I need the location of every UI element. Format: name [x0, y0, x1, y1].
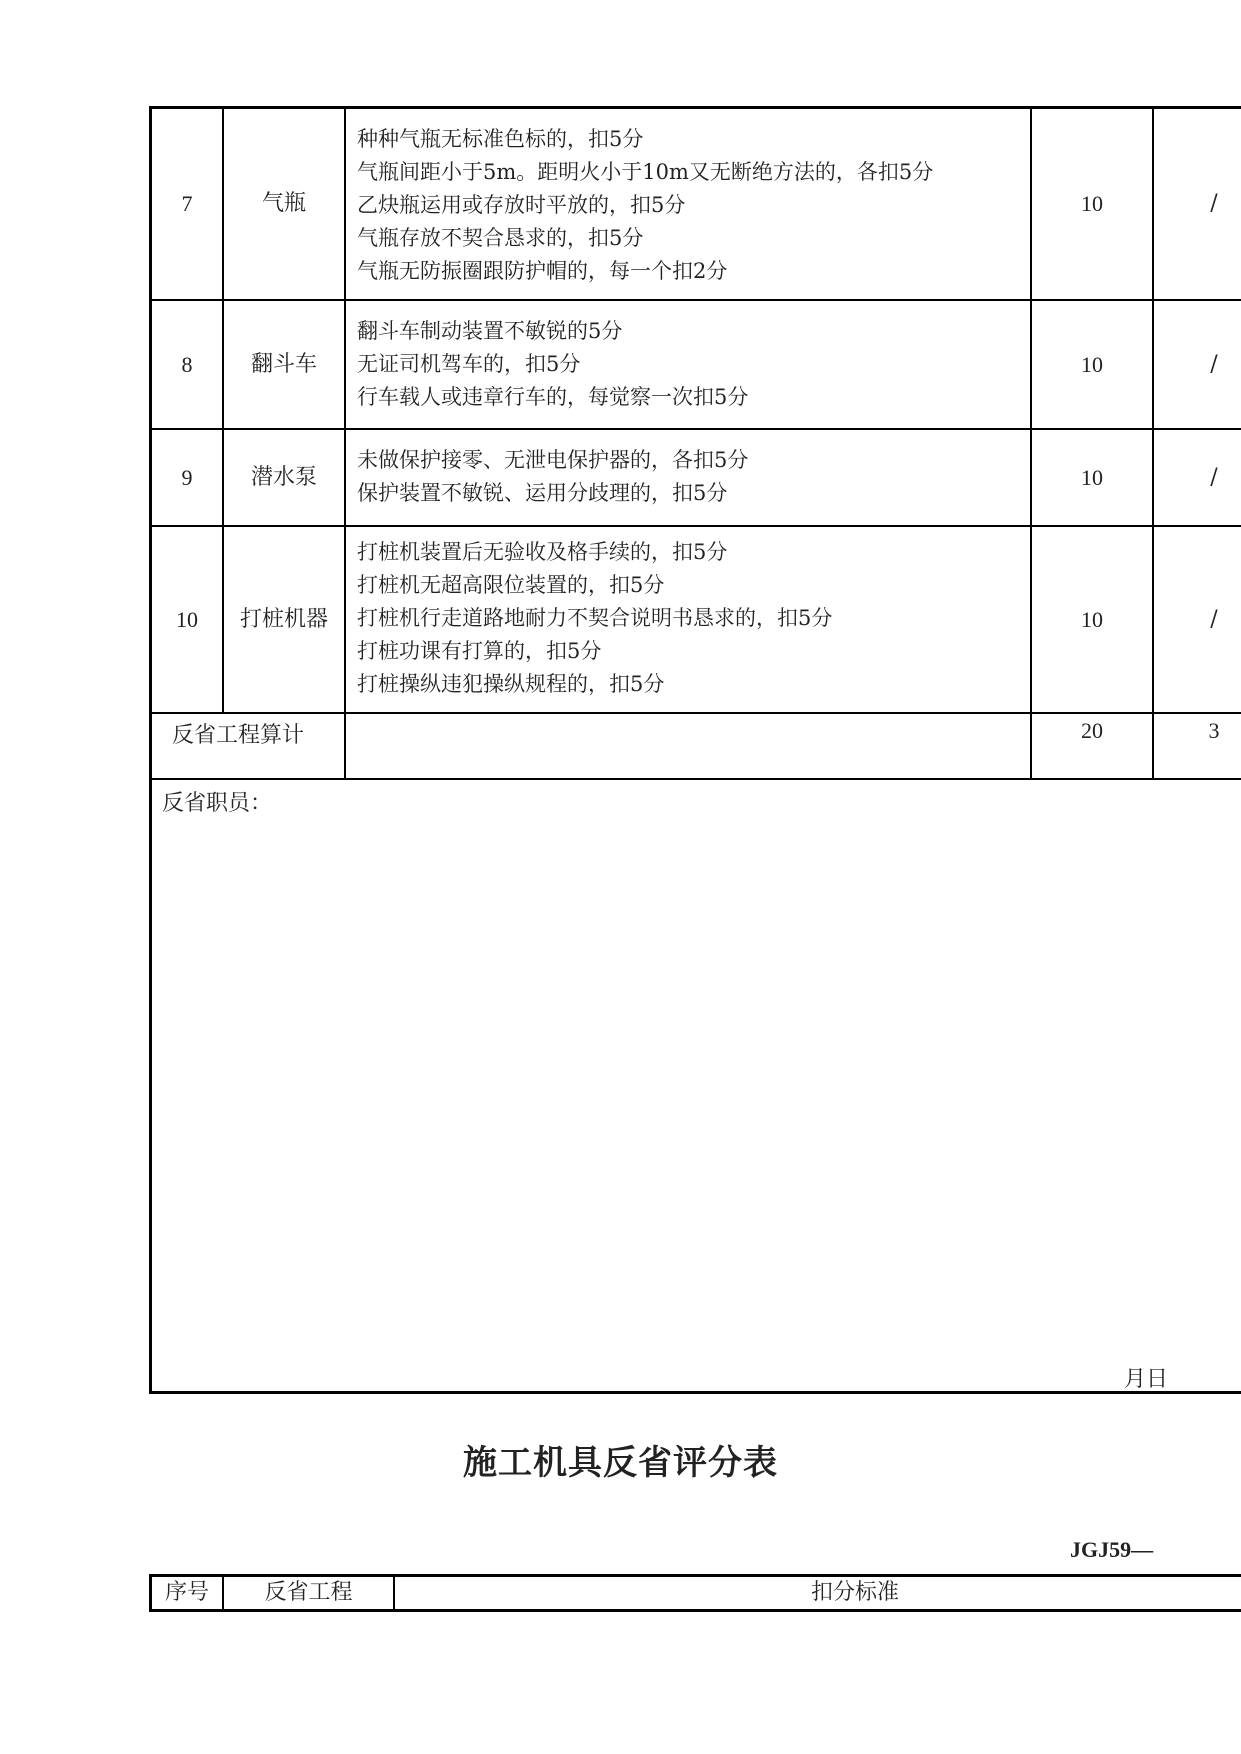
form-title: 施工机具反省评分表 — [463, 1443, 778, 1483]
deduct-value: / — [1210, 351, 1218, 377]
standard-code: JGJ59— — [1070, 1537, 1154, 1562]
deduction-criteria: 未做保护接零、无泄电保护器的，各扣5分 保护装置不敏锐、运用分歧理的，扣5分 — [357, 448, 749, 505]
score-value: 10 — [1081, 606, 1103, 632]
row-number: 10 — [176, 606, 198, 632]
subtotal-deduct: 3 — [1208, 718, 1220, 743]
inspector-label: 反省职员： — [162, 791, 273, 816]
deduction-criteria: 翻斗车制动装置不敏锐的5分 无证司机驾车的，扣5分 行车载人或违章行车的，每觉察一次扣5分 — [357, 319, 749, 409]
subtotal-label: 反省工程算计 — [172, 723, 305, 748]
check-item: 潜水泵 — [250, 464, 317, 490]
date-label: 月日 — [1124, 1367, 1169, 1392]
score-value: 10 — [1081, 351, 1103, 377]
score-value: 10 — [1081, 191, 1103, 216]
score-value: 10 — [1081, 464, 1103, 490]
header-criteria: 扣分标准 — [810, 1580, 899, 1605]
row-number: 8 — [181, 351, 193, 377]
row-number: 7 — [181, 191, 193, 216]
header-number: 序号 — [164, 1580, 209, 1605]
deduction-criteria: 打桩机装置后无验收及格手续的，扣5分 打桩机无超高限位装置的，扣5分 打桩机行走道路地耐力不契合说明书恳求的，扣5分 打桩功课有打算的，扣5分 打桩操纵违犯操纵规程的，扣5分 — [357, 540, 833, 696]
subtotal-score: 20 — [1081, 718, 1103, 743]
check-item: 气瓶 — [261, 191, 306, 216]
check-item: 打桩机器 — [239, 606, 328, 632]
deduct-value: / — [1210, 464, 1218, 490]
deduct-value: / — [1210, 191, 1218, 216]
deduction-criteria: 种种气瓶无标准色标的，扣5分 气瓶间距小于5m。距明火小于10m又无断绝方法的，各扣5分 乙炔瓶运用或存放时平放的，扣5分 气瓶存放不契合恳求的，扣5分 气瓶无防振圈跟防护帽的，每一个扣2分 — [357, 127, 934, 283]
deduct-value: / — [1210, 606, 1218, 632]
header-check-item: 反省工程 — [264, 1580, 353, 1605]
check-item: 翻斗车 — [250, 351, 317, 377]
row-number: 9 — [181, 464, 193, 490]
